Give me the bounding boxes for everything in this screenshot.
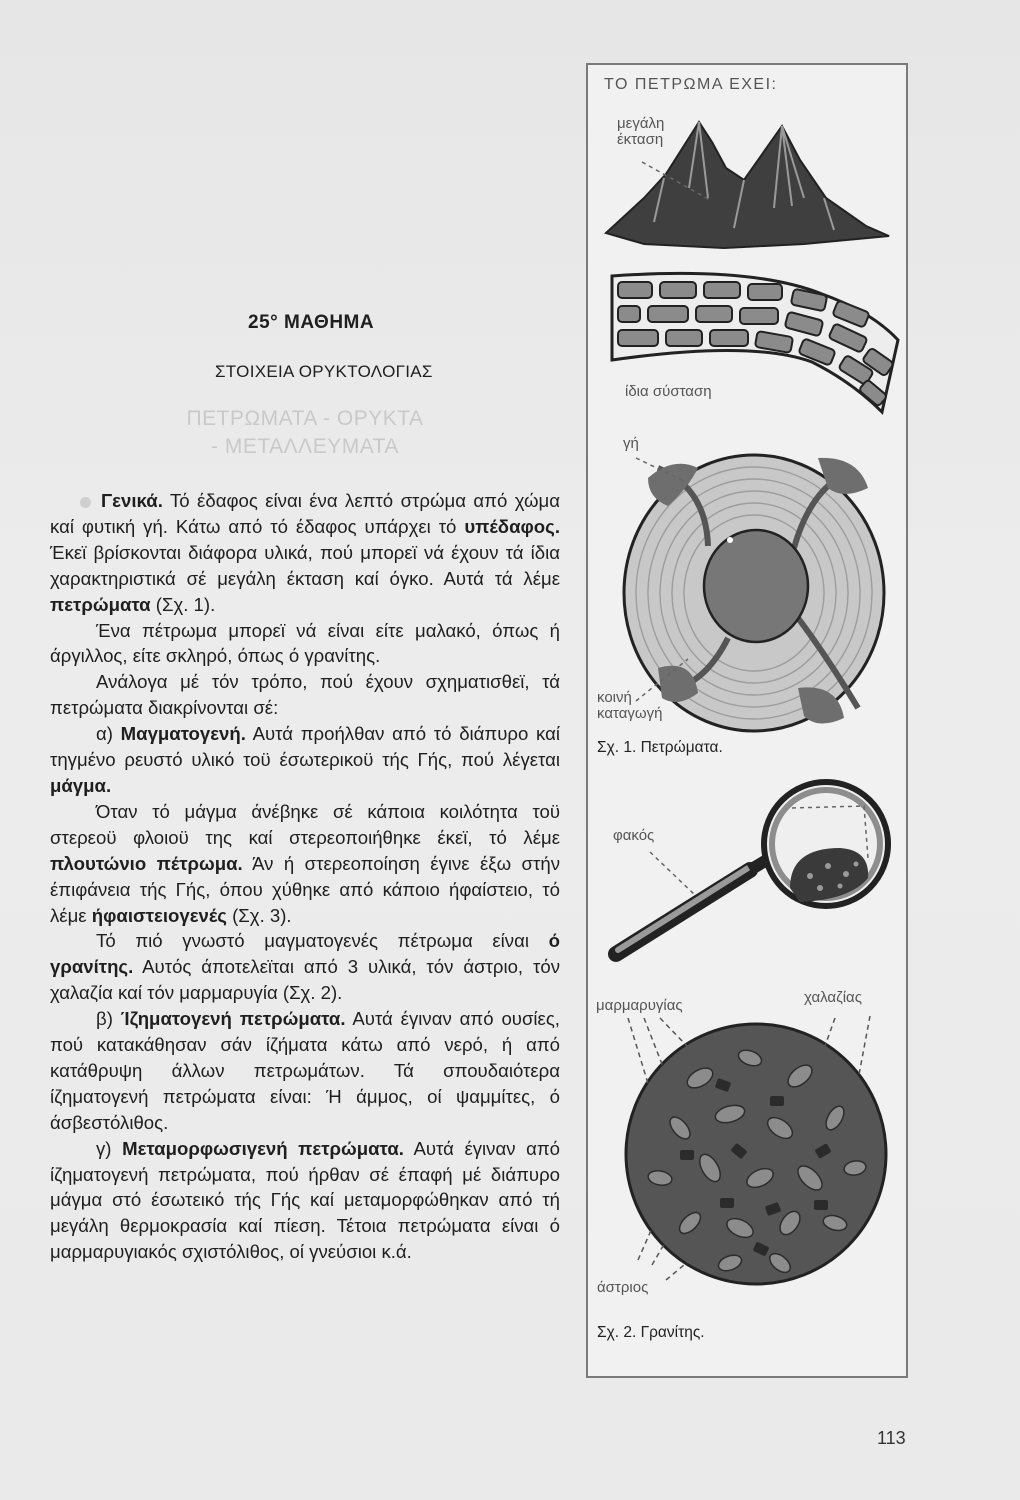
text: (Σχ. 3). xyxy=(226,904,292,926)
text: Τό πιό γνωστό μαγματογενές πέτρωμα είναι xyxy=(96,930,549,952)
text: Αυτά έγιναν από ίζηματογενή πετρώματα, πού ήρθαν σέ έπαφή μέ διάπυρο μάγμα στό έσωτεικό τής Γής καί μεταμορφώθηκαν από τή μεγάλη θερμοκρασία καί πίεση. Τέτοια πετρώματα είναι ό μαρμαρυγιακός σχιστόλιθος, οί γνεύσιοι κ.ά. xyxy=(50,1137,561,1263)
body-text xyxy=(50,488,560,1265)
text: Όταν τό μάγμα άνέβηκε σέ κάποια κοιλότητα τοϋ στερεοϋ φλοιοϋ της καί στερεοποιήθηκε έκεϊ, τό λέμε xyxy=(50,800,560,848)
label-common-origin-line-2: καταγωγή xyxy=(597,705,663,722)
term-granite: ό γρανίτης. xyxy=(50,930,560,978)
lesson-title-line-2: - ΜΕΤΑΛΛΕΥΜΑΤΑ xyxy=(211,435,399,458)
paragraph-general xyxy=(50,488,560,618)
term-volcanic: ήφαιστειογενές xyxy=(91,904,227,926)
paragraph-sedimentary xyxy=(50,1006,560,1136)
paragraph-igneous xyxy=(50,721,560,799)
label-feldspar: άστριος xyxy=(597,1279,649,1296)
label-large-area-line-2: έκταση xyxy=(617,131,664,148)
text: (Σχ. 1). xyxy=(150,593,216,615)
pointer-area xyxy=(640,160,720,210)
text: γ) xyxy=(96,1137,123,1159)
label-common-origin-line-1: κοινή xyxy=(597,689,632,706)
label-mica: μαρμαρυγίας xyxy=(596,997,683,1014)
label-same-composition: ίδια σύσταση xyxy=(625,383,712,400)
pointer-lines-granite xyxy=(620,1010,890,1300)
paragraph-classification: Ανάλογα μέ τόν τρόπο, πού έχουν σχηματισθεϊ, τά πετρώματα διακρίνονται σέ: xyxy=(50,671,560,719)
caption-figure-1: Σχ. 1. Πετρώματα. xyxy=(597,739,723,756)
label-large-area-line-1: μεγάλη xyxy=(617,115,665,132)
pointer-common-origin xyxy=(634,655,694,705)
text: Τό έδαφος είναι ένα λεπτό στρώμα από χώμα καί φυτική γή. Κάτω από τό έδαφος υπάρχει τό xyxy=(50,490,560,537)
label-large-area xyxy=(617,116,664,148)
term-igneous: Μαγματογενή. xyxy=(120,723,246,745)
term-plutonic: πλουτώνιο πέτρωμα. xyxy=(50,852,243,874)
text: Έκεϊ βρίσκονται διάφορα υλικά, πού μπορεϊ νά έχουν τά ίδια χαρακτηριστικά σέ μεγάλη έκταση καί όγκο. Αυτά τά λέμε xyxy=(50,541,560,589)
label-earth: γή xyxy=(623,435,639,452)
term-metamorphic: Μεταμορφωσιγενή πετρώματα. xyxy=(122,1137,404,1159)
text: Αυτός άποτελεϊται από 3 υλικά, τόν άστριο, τόν χαλαζία καί τόν μαρμαρυγία (Σχ. 2). xyxy=(50,956,560,1004)
lesson-title-line-1: ΠΕΤΡΩΜΑΤΑ - ΟΡΥΚΤΑ xyxy=(186,407,424,430)
paragraph-metamorphic xyxy=(50,1136,560,1266)
pointer-lens xyxy=(648,850,708,900)
term-sedimentary: Ίζηματογενή πετρώματα. xyxy=(120,1008,346,1030)
lesson-subject: ΣΤΟΙΧΕΙΑ ΟΡΥΚΤΟΛΟΓΙΑΣ xyxy=(215,362,433,381)
label-quartz: χαλαζίας xyxy=(804,989,862,1006)
caption-figure-2: Σχ. 2. Γρανίτης. xyxy=(597,1324,705,1341)
bullet-dot-icon xyxy=(80,497,91,508)
text: α) xyxy=(96,723,121,745)
paragraph-hardness: Ένα πέτρωμα μπορεϊ νά είναι είτε μαλακό, όπως ή άργιλλος, είτε σκληρό, όπως ό γρανίτης. xyxy=(50,619,560,667)
heading-general: Γενικά. xyxy=(101,490,163,511)
text: Άν ή στερεοποίηση έγινε έξω στήν έπιφάνεια τής Γής, όπου χύθηκε από κάποιο ήφαίστειο, τό λέμε xyxy=(50,852,561,926)
panel-heading: ΤΟ ΠΕΤΡΩΜΑ ΕΧΕΙ: xyxy=(604,76,778,93)
page-number: 113 xyxy=(877,1428,906,1448)
term-magma: μάγμα. xyxy=(50,774,112,796)
lesson-title xyxy=(150,405,460,461)
label-lens: φακός xyxy=(613,827,655,844)
term-subsoil: υπέδαφος. xyxy=(464,515,560,537)
term-rocks: πετρώματα xyxy=(50,593,151,615)
lesson-number: 25° ΜΑΘΗΜΑ xyxy=(248,312,375,333)
paragraph-plutonic xyxy=(50,799,560,929)
text: β) xyxy=(96,1008,121,1030)
pointer-earth xyxy=(634,456,694,486)
paragraph-granite xyxy=(50,928,560,1006)
magnifying-glass-illustration xyxy=(600,778,900,968)
text: Αυτά προήλθαν από τό διάπυρο καί τηγμένο ρευστό υλικό τοϋ έσωτερικοϋ τής Γής, πού λέγεται xyxy=(50,723,561,771)
text: Αυτά έγιναν από ουσίες, πού κατακάθησαν σάν ίζήματα κάτω από νερό, ή από κατάθρυψη άλλων πετρωμάτων. Τά σπουδαιότερα ίζηματογενή πετρώματα είναι: Ή άμμος, οί ψαμμίτες, ό άσβεστόλιθος. xyxy=(50,1008,560,1133)
